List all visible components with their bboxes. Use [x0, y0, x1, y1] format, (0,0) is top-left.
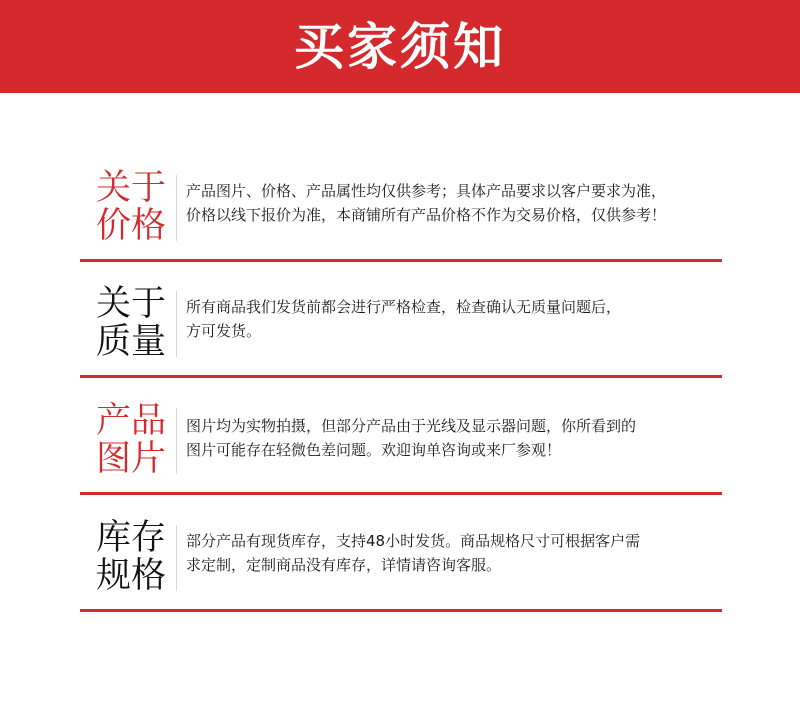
section-body-line1: 图片均为实物拍摄，但部分产品由于光线及显示器问题，你所看到的 — [186, 417, 637, 435]
section-heading-line2: 价格 — [96, 206, 167, 246]
section-heading — [96, 285, 166, 361]
section-heading-line1: 产品 — [96, 401, 167, 441]
section-heading-line2: 规格 — [96, 556, 167, 596]
section-body — [186, 414, 726, 462]
section-body-line1: 产品图片、价格、产品属性均仅供参考；具体产品要求以客户要求为准， — [186, 182, 667, 200]
section-heading-line2: 质量 — [96, 322, 167, 362]
section-images — [80, 402, 722, 520]
section-body — [186, 295, 726, 343]
section-body-line2: 求定制，定制商品没有库存，详情请咨询客服。 — [186, 556, 502, 574]
section-divider — [80, 609, 722, 612]
section-body — [186, 529, 726, 577]
section-stock — [80, 519, 722, 637]
section-body — [186, 179, 726, 227]
section-heading-line1: 库存 — [96, 518, 167, 558]
section-separator — [176, 408, 177, 474]
section-heading — [96, 519, 166, 595]
section-divider — [80, 492, 722, 495]
section-separator — [176, 291, 177, 357]
section-body-line2: 价格以线下报价为准，本商铺所有产品价格不作为交易价格，仅供参考！ — [186, 206, 667, 224]
section-heading-line2: 图片 — [96, 439, 167, 479]
section-body-line2: 方可发货。 — [186, 322, 262, 340]
section-divider — [80, 375, 722, 378]
section-body-line2: 图片可能存在轻微色差问题。欢迎询单咨询或来厂参观！ — [186, 441, 562, 459]
header-banner — [0, 0, 800, 93]
section-quality — [80, 285, 722, 403]
section-price — [80, 169, 722, 287]
section-separator — [176, 525, 177, 591]
section-heading — [96, 402, 166, 478]
section-heading-line1: 关于 — [96, 284, 167, 324]
section-body-line1: 所有商品我们发货前都会进行严格检查，检查确认无质量问题后， — [186, 298, 622, 316]
section-heading — [96, 169, 166, 245]
section-body-line1: 部分产品有现货库存，支持48小时发货。商品规格尺寸可根据客户需 — [186, 532, 641, 550]
page-title: 买家须知 — [294, 17, 506, 76]
section-separator — [176, 175, 177, 241]
section-heading-line1: 关于 — [96, 168, 167, 208]
section-divider — [80, 259, 722, 262]
